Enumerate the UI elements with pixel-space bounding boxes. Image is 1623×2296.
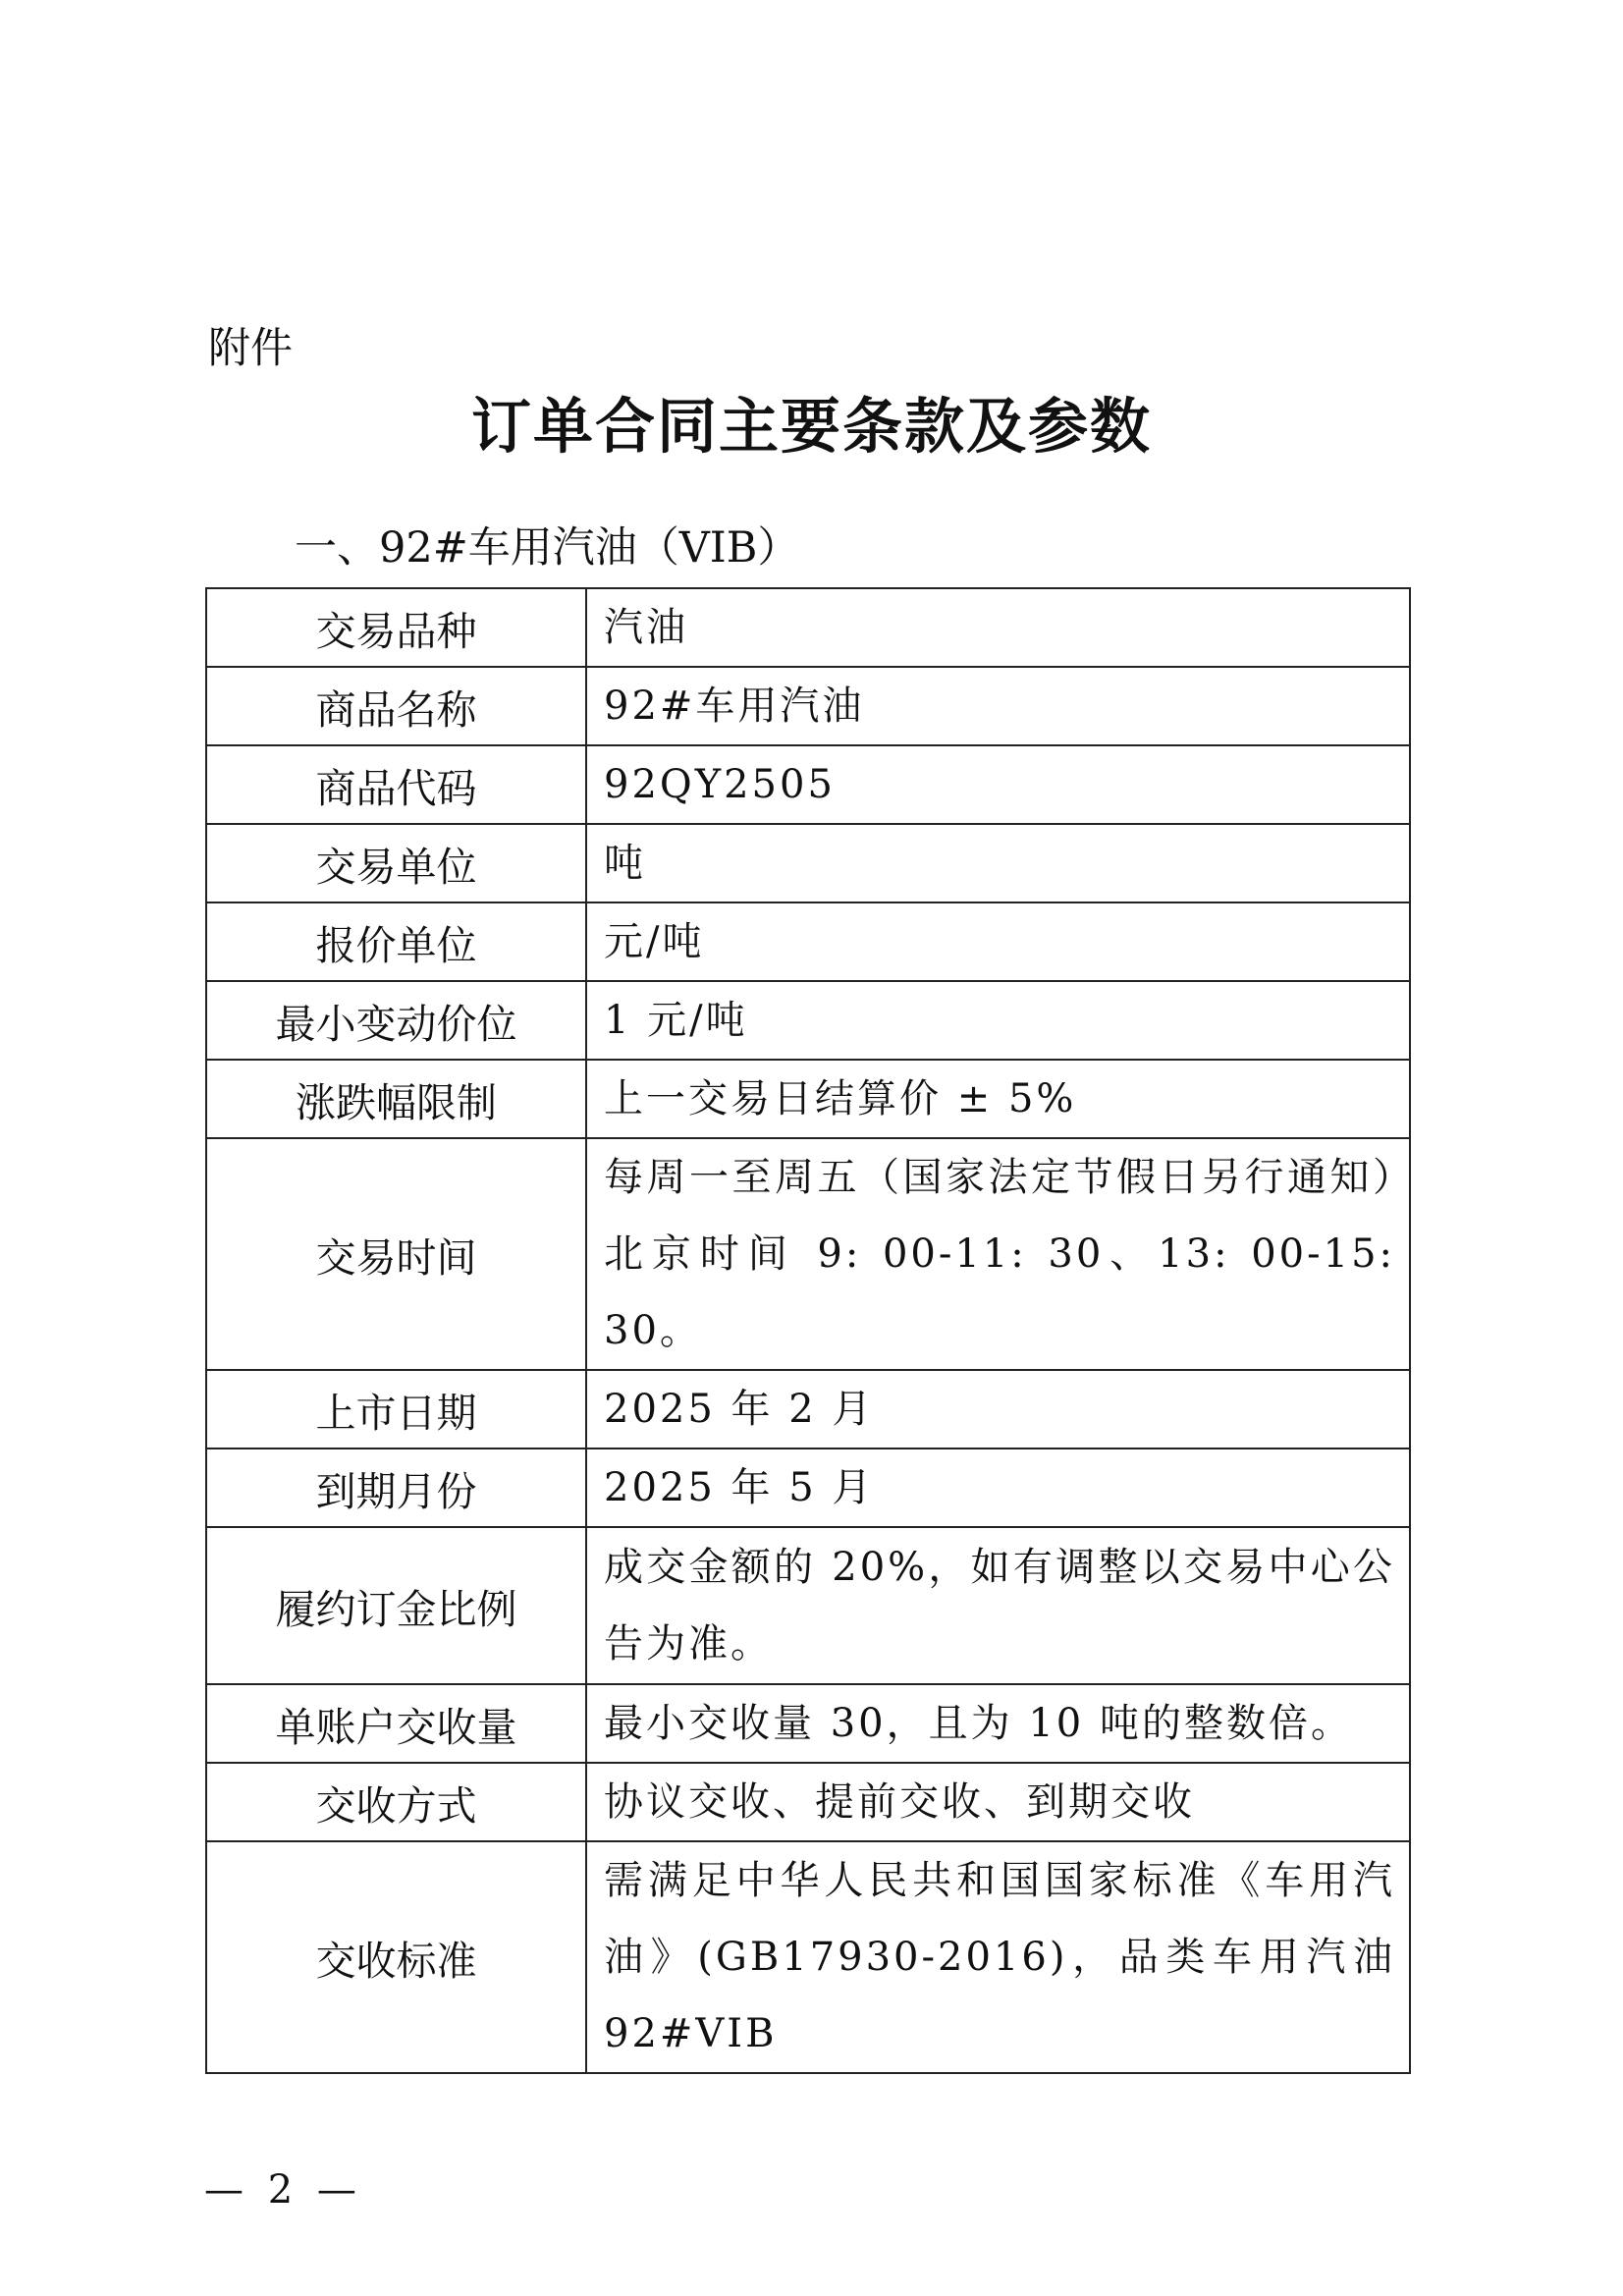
row-value: 2025 年 5 月 xyxy=(586,1449,1410,1527)
table-row xyxy=(206,1449,1410,1527)
row-value: 成交金额的 20%，如有调整以交易中心公告为准。 xyxy=(586,1527,1410,1684)
table-row xyxy=(206,1060,1410,1138)
row-value: 需满足中华人民共和国国家标准《车用汽油》(GB17930-2016)，品类车用汽油 92#VIB xyxy=(586,1841,1410,2073)
row-label: 商品代码 xyxy=(206,745,586,824)
table-row xyxy=(206,1527,1410,1684)
page-number: — 2 — xyxy=(204,2167,362,2213)
row-value: 1 元/吨 xyxy=(586,981,1410,1060)
table-row xyxy=(206,1370,1410,1449)
row-value: 吨 xyxy=(586,824,1410,902)
row-label: 到期月份 xyxy=(206,1449,586,1527)
table-row xyxy=(206,588,1410,667)
row-value: 92#车用汽油 xyxy=(586,667,1410,745)
row-label: 上市日期 xyxy=(206,1370,586,1449)
row-label: 交收标准 xyxy=(206,1841,586,2073)
row-value: 92QY2505 xyxy=(586,745,1410,824)
table-row xyxy=(206,824,1410,902)
row-label: 交收方式 xyxy=(206,1763,586,1841)
table-row xyxy=(206,1763,1410,1841)
contract-parameters-table xyxy=(205,587,1411,2074)
row-label: 履约订金比例 xyxy=(206,1527,586,1684)
row-label: 交易品种 xyxy=(206,588,586,667)
row-value: 汽油 xyxy=(586,588,1410,667)
table-row xyxy=(206,667,1410,745)
row-label: 单账户交收量 xyxy=(206,1684,586,1763)
row-value: 元/吨 xyxy=(586,902,1410,981)
attachment-label: 附件 xyxy=(208,324,293,373)
row-value: 协议交收、提前交收、到期交收 xyxy=(586,1763,1410,1841)
row-label: 涨跌幅限制 xyxy=(206,1060,586,1138)
table-row xyxy=(206,981,1410,1060)
row-label: 商品名称 xyxy=(206,667,586,745)
section-heading: 一、92#车用汽油（VIB） xyxy=(295,523,800,573)
row-value: 上一交易日结算价 ± 5% xyxy=(586,1060,1410,1138)
table-row xyxy=(206,902,1410,981)
row-value: 每周一至周五（国家法定节假日另行通知）北京时间 9: 00-11: 30、13: 00-15: 30。 xyxy=(586,1138,1410,1370)
row-label: 报价单位 xyxy=(206,902,586,981)
document-title: 订单合同主要条款及参数 xyxy=(470,392,1152,462)
table-row xyxy=(206,1684,1410,1763)
row-label: 交易时间 xyxy=(206,1138,586,1370)
table-row xyxy=(206,745,1410,824)
table-row xyxy=(206,1138,1410,1370)
table-row xyxy=(206,1841,1410,2073)
row-label: 最小变动价位 xyxy=(206,981,586,1060)
row-value: 最小交收量 30，且为 10 吨的整数倍。 xyxy=(586,1684,1410,1763)
row-value: 2025 年 2 月 xyxy=(586,1370,1410,1449)
row-label: 交易单位 xyxy=(206,824,586,902)
